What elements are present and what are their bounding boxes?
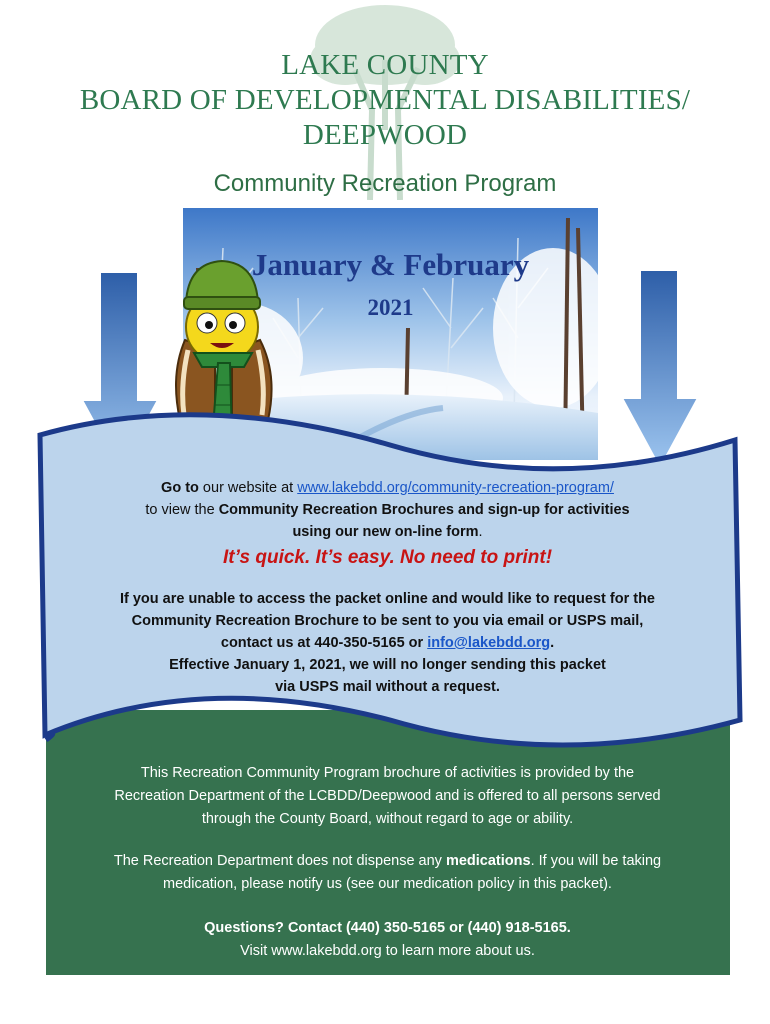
email-link[interactable]: info@lakebdd.org bbox=[427, 635, 551, 651]
online-notice bbox=[60, 477, 715, 543]
contact-text: contact us at 440-350-5165 or bbox=[220, 635, 428, 651]
description-line-1: This Recreation Community Program brochure of activities is provided by the bbox=[140, 765, 635, 781]
brochure-label: Community Recreation Brochures and sign-up for activities bbox=[218, 502, 630, 518]
blue-wavy-banner bbox=[0, 400, 770, 770]
view-text: to view the bbox=[145, 502, 219, 518]
medication-prefix: The Recreation Department does not dispense any bbox=[113, 853, 446, 869]
goto-text: our website at bbox=[198, 480, 298, 496]
medications-label: medications bbox=[445, 853, 531, 869]
medication-line-2: medication, please notify us (see our medication policy in this packet). bbox=[163, 876, 612, 892]
medication-suffix: . If you will be taking bbox=[530, 853, 662, 869]
tagline: It’s quick. It’s easy. No need to print! bbox=[222, 547, 553, 568]
request-line-2: Community Recreation Brochure to be sent to you via email or USPS mail, bbox=[131, 613, 644, 629]
program-description bbox=[60, 762, 715, 831]
org-title-line-2: BOARD OF DEVELOPMENTAL DISABILITIES/ bbox=[79, 84, 691, 116]
request-line-1: If you are unable to access the packet online and would like to request for the bbox=[119, 591, 655, 607]
medication-notice bbox=[60, 850, 715, 896]
month-heading: January & February bbox=[251, 247, 530, 282]
period-text: . bbox=[478, 524, 483, 540]
contact-period: . bbox=[550, 635, 555, 651]
request-line-4: Effective January 1, 2021, we will no longer sending this packet bbox=[169, 657, 606, 673]
request-notice bbox=[60, 588, 715, 698]
website-link[interactable]: www.lakebdd.org/community-recreation-program/ bbox=[297, 480, 614, 496]
contact-info bbox=[60, 917, 715, 963]
goto-label: Go to bbox=[161, 480, 199, 496]
description-line-3: through the County Board, without regard to age or ability. bbox=[201, 811, 574, 827]
description-line-2: Recreation Department of the LCBDD/Deepwood and is offered to all persons served bbox=[114, 788, 661, 804]
questions-contact: Questions? Contact (440) 350-5165 or (440) 918-5165. bbox=[204, 920, 571, 936]
request-line-5: via USPS mail without a request. bbox=[275, 679, 500, 695]
program-subtitle: Community Recreation Program bbox=[213, 170, 557, 197]
org-title-line-3: DEEPWOOD bbox=[302, 119, 468, 151]
online-form-label: using our new on-line form bbox=[292, 524, 479, 540]
org-title-line-1: LAKE COUNTY bbox=[281, 49, 489, 81]
year-heading: 2021 bbox=[367, 295, 414, 320]
visit-website: Visit www.lakebdd.org to learn more about us. bbox=[240, 943, 535, 959]
